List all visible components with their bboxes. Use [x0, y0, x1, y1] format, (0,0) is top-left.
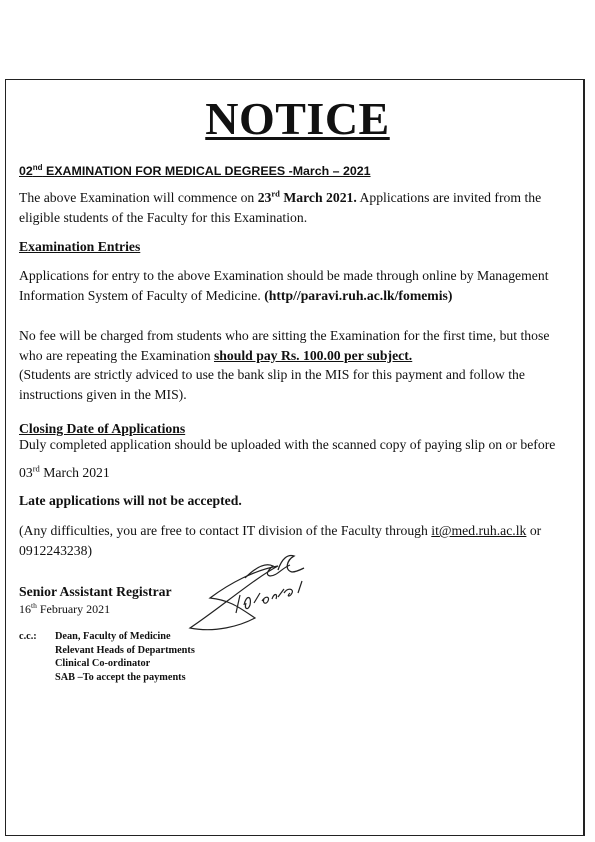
closing-paragraph: Duly completed application should be uploaded with the scanned copy of paying slip on or before — [19, 437, 556, 452]
entries-paragraph: Applications for entry to the above Examination should be made through online by Management Information System of Faculty of Medicine. (http//paravi.ruh.ac.lk/fomemis) — [19, 268, 549, 303]
intro-paragraph: The above Examination will commence on 23rd March 2021. Applications are invited from the eligible students of the Faculty for this Examination. — [19, 188, 542, 225]
cc-label: c.c.: — [19, 631, 37, 642]
closing-date: 03rd March 2021 — [19, 463, 110, 480]
notice-title: NOTICE — [205, 93, 390, 144]
dated-initials — [232, 575, 312, 620]
contact-paragraph: (Any difficulties, you are free to contact IT division of the Faculty through it@med.ruh.ac.lk or 0912243238) — [19, 523, 542, 558]
mis-link[interactable]: (http//paravi.ruh.ac.lk/fomemis) — [264, 287, 453, 303]
entries-heading: Examination Entries — [19, 239, 141, 254]
cc-item: Relevant Heads of Departments — [55, 644, 195, 656]
late-notice: Late applications will not be accepted. — [19, 493, 242, 508]
signature-date: 16th February 2021 — [19, 601, 111, 616]
signatory-title: Senior Assistant Registrar — [19, 584, 172, 599]
email-link[interactable]: it@med.ruh.ac.lk — [431, 523, 527, 538]
cc-item: SAB –To accept the payments — [55, 671, 186, 683]
cc-item: Dean, Faculty of Medicine — [55, 631, 171, 642]
closing-heading: Closing Date of Applications — [19, 421, 186, 436]
fee-paragraph: No fee will be charged from students who are sitting the Examination for the first time, but those who are repeating the Examination should pay Rs. 100.00 per subject. (Students are strictly adviced to use the bank slip in the MIS for this payment and follow the instructions given in the MIS). — [19, 328, 550, 402]
cc-item: Clinical Co-ordinator — [55, 658, 151, 670]
exam-subject: 02nd EXAMINATION FOR MEDICAL DEGREES -March – 2021 — [19, 163, 371, 179]
